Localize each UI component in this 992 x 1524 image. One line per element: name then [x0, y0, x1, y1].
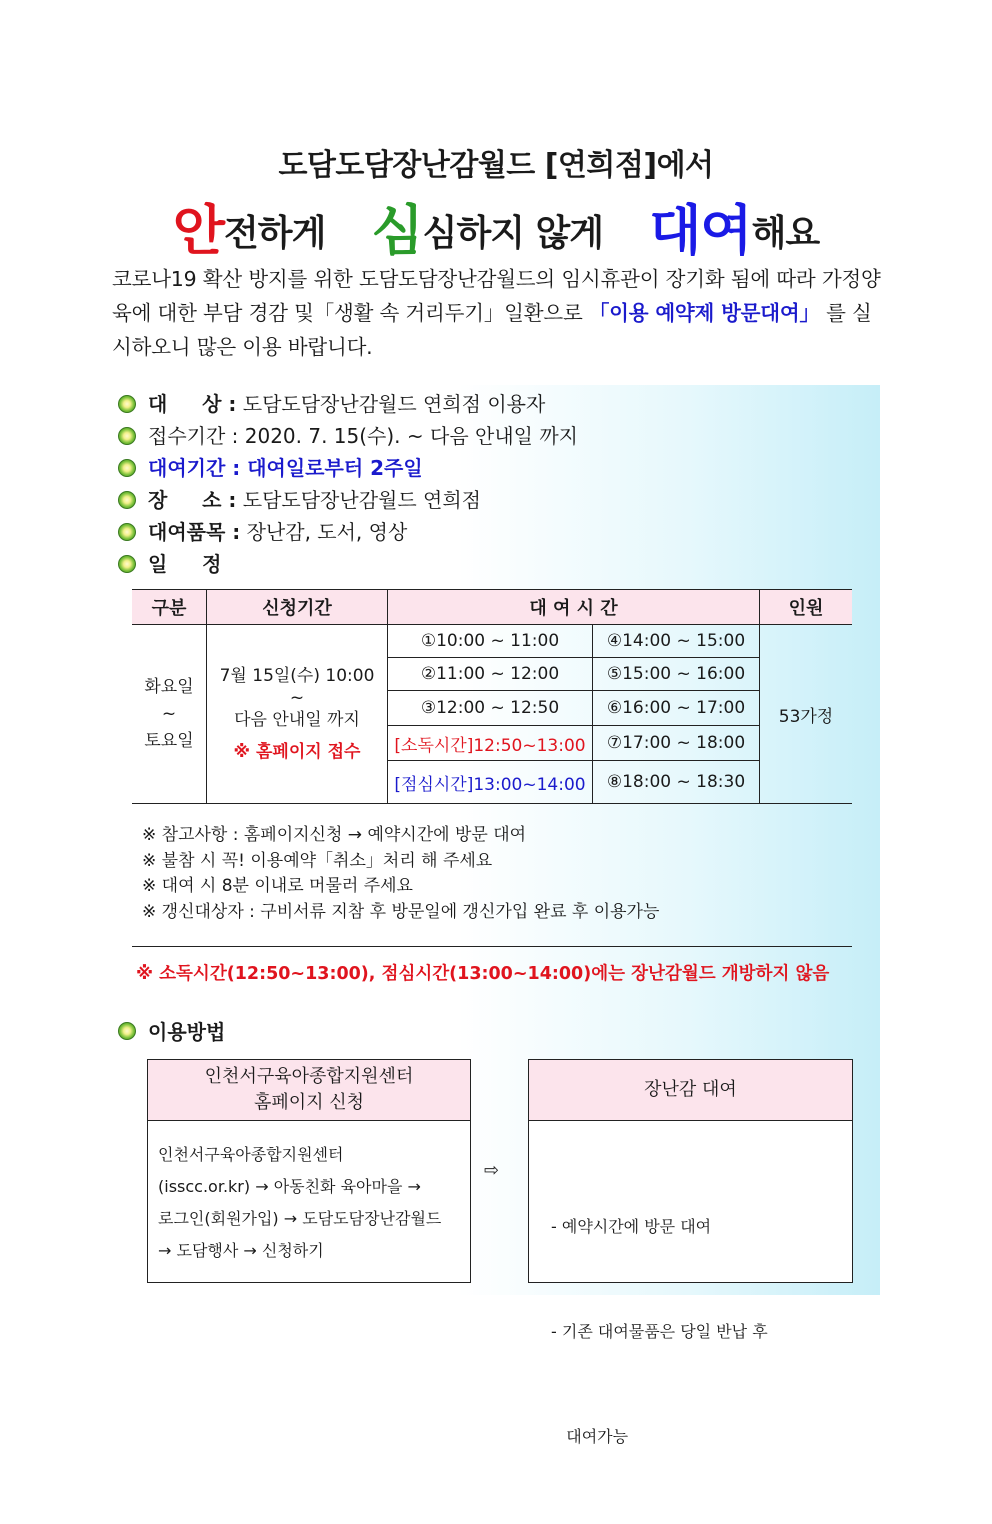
bullet-icon — [118, 427, 136, 445]
intro-tail: 를 실시하오니 많은 이용 바랍니다. — [112, 301, 872, 359]
apply-box-head — [148, 1060, 470, 1121]
bullet-icon — [118, 523, 136, 541]
apply-box-subtitle: 홈페이지 신청 — [253, 1092, 365, 1113]
info-label: 접수기간 : — [148, 424, 239, 448]
apply-step: → 도담행사 → 신청하기 — [158, 1241, 324, 1260]
bullet-icon — [118, 491, 136, 509]
info-label: 장 소 : — [148, 488, 237, 512]
title-line-1: 도담도담장난감월드 [연희점]에서 — [278, 148, 714, 183]
info-schedule — [118, 548, 858, 580]
table-header-row — [132, 590, 852, 625]
day-cell — [132, 625, 207, 804]
title-word-sim: 심 — [371, 199, 423, 262]
bullet-icon — [118, 459, 136, 477]
info-target — [118, 388, 858, 420]
bullet-icon — [118, 1022, 136, 1040]
rental-box — [528, 1059, 853, 1446]
note-line: ※ 갱신대상자 : 구비서류 지참 후 방문일에 갱신가입 완료 후 이용가능 — [142, 901, 660, 922]
info-label: 대여기간 : — [148, 456, 241, 480]
closure-warning: ※ 소독시간(12:50~13:00), 점심시간(13:00~14:00)에는 장난감월드 개방하지 않음 — [136, 964, 830, 984]
title-line-2 — [0, 188, 992, 265]
info-label: 대여품목 : — [148, 520, 241, 544]
bullet-icon — [118, 395, 136, 413]
note-line: ※ 참고사항 : 홈페이지신청 → 예약시간에 방문 대여 — [142, 825, 527, 845]
period-text: 7월 15일(수) 10:00 — [219, 666, 375, 686]
slot-cell: ⑦17:00 ~ 18:00 — [593, 726, 760, 761]
title-word-3: 해요 — [751, 213, 820, 254]
intro-text: 코로나19 확산 방지를 위한 도담도담장난감월드의 임시휴관이 장기화 됨에 따라 가정양육에 대한 부담 경감 및「생활 속 거리두기」일환으로 — [112, 267, 881, 325]
notes-block — [132, 803, 852, 947]
intro-highlight: 「이용 예약제 방문대여」 — [588, 301, 820, 325]
table-row — [132, 625, 852, 658]
title-word-an: 안 — [172, 199, 225, 262]
title-word-2: 심하지 않게 — [422, 213, 604, 254]
slot-cell: ①10:00 ~ 11:00 — [388, 625, 593, 658]
info-items — [118, 516, 858, 548]
info-place — [118, 484, 858, 516]
intro-paragraph — [112, 262, 882, 364]
info-value: 도담도담장난감월드 연희점 — [242, 488, 481, 512]
slot-cell: ②11:00 ~ 12:00 — [388, 658, 593, 691]
info-value: 2020. 7. 15(수). ~ 다음 안내일 까지 — [244, 424, 578, 448]
slot-cell: ⑤15:00 ~ 16:00 — [593, 658, 760, 691]
info-label: 일 정 — [148, 552, 222, 576]
day-text: 토요일 — [144, 730, 194, 751]
info-value: 도담도담장난감월드 연희점 이용자 — [242, 392, 546, 416]
info-list — [118, 388, 858, 580]
info-period — [118, 420, 858, 452]
header-cell: 신청기간 — [207, 590, 388, 625]
info-label: 대 상 : — [148, 392, 237, 416]
right-arrow-icon: ⇨ — [484, 1160, 500, 1181]
slot-cell: ④14:00 ~ 15:00 — [593, 625, 760, 658]
bullet-icon — [118, 555, 136, 573]
apply-box-body — [148, 1121, 470, 1267]
rental-step: - 예약시간에 방문 대여 — [551, 1217, 712, 1236]
day-text: ~ — [161, 703, 177, 724]
apply-box — [147, 1059, 471, 1283]
rental-step: - 기존 대여물품은 당일 반납 후 — [551, 1322, 768, 1341]
rental-box-head: 장난감 대여 — [529, 1060, 852, 1121]
rental-box-body — [529, 1121, 852, 1524]
info-value: 대여일로부터 2주일 — [247, 456, 423, 480]
period-cell — [207, 625, 388, 804]
note-line: ※ 대여 시 8분 이내로 머물러 주세요 — [142, 876, 413, 896]
apply-step: 인천서구육아종합지원센터 — [158, 1145, 344, 1164]
capacity-cell: 53가정 — [760, 625, 853, 804]
slot-cell-lunch: [점심시간]13:00~14:00 — [388, 761, 593, 804]
apply-step: 로그인(회원가입) → 도담도담장난감월드 — [158, 1209, 442, 1228]
rental-step: 대여가능 — [551, 1427, 629, 1446]
period-note: ※ 홈페이지 접수 — [233, 742, 361, 762]
slot-cell: ⑧18:00 ~ 18:30 — [593, 761, 760, 804]
header-cell: 대 여 시 간 — [388, 590, 760, 625]
slot-cell: ⑥16:00 ~ 17:00 — [593, 691, 760, 726]
slot-cell: ③12:00 ~ 12:50 — [388, 691, 593, 726]
note-line: ※ 불참 시 꼭! 이용예약「취소」처리 해 주세요 — [142, 850, 493, 871]
header-cell: 인원 — [760, 590, 853, 625]
method-heading — [118, 1016, 225, 1045]
apply-step: (isscc.or.kr) → 아동친화 육아마을 → — [158, 1177, 421, 1196]
title-word-1: 전하게 — [224, 213, 326, 254]
info-rental-period — [118, 452, 858, 484]
period-text: ~ — [289, 688, 305, 708]
title-word-daeyeo: 대여 — [649, 199, 752, 262]
apply-box-title: 인천서구육아종합지원센터 — [204, 1066, 414, 1087]
day-text: 화요일 — [144, 676, 194, 697]
schedule-table — [132, 589, 852, 804]
method-heading-text: 이용방법 — [148, 1020, 226, 1044]
period-text: 다음 안내일 까지 — [234, 710, 360, 730]
slot-cell-disinfect: [소독시간]12:50~13:00 — [388, 726, 593, 761]
header-cell: 구분 — [132, 590, 207, 625]
info-value: 장난감, 도서, 영상 — [246, 520, 408, 544]
